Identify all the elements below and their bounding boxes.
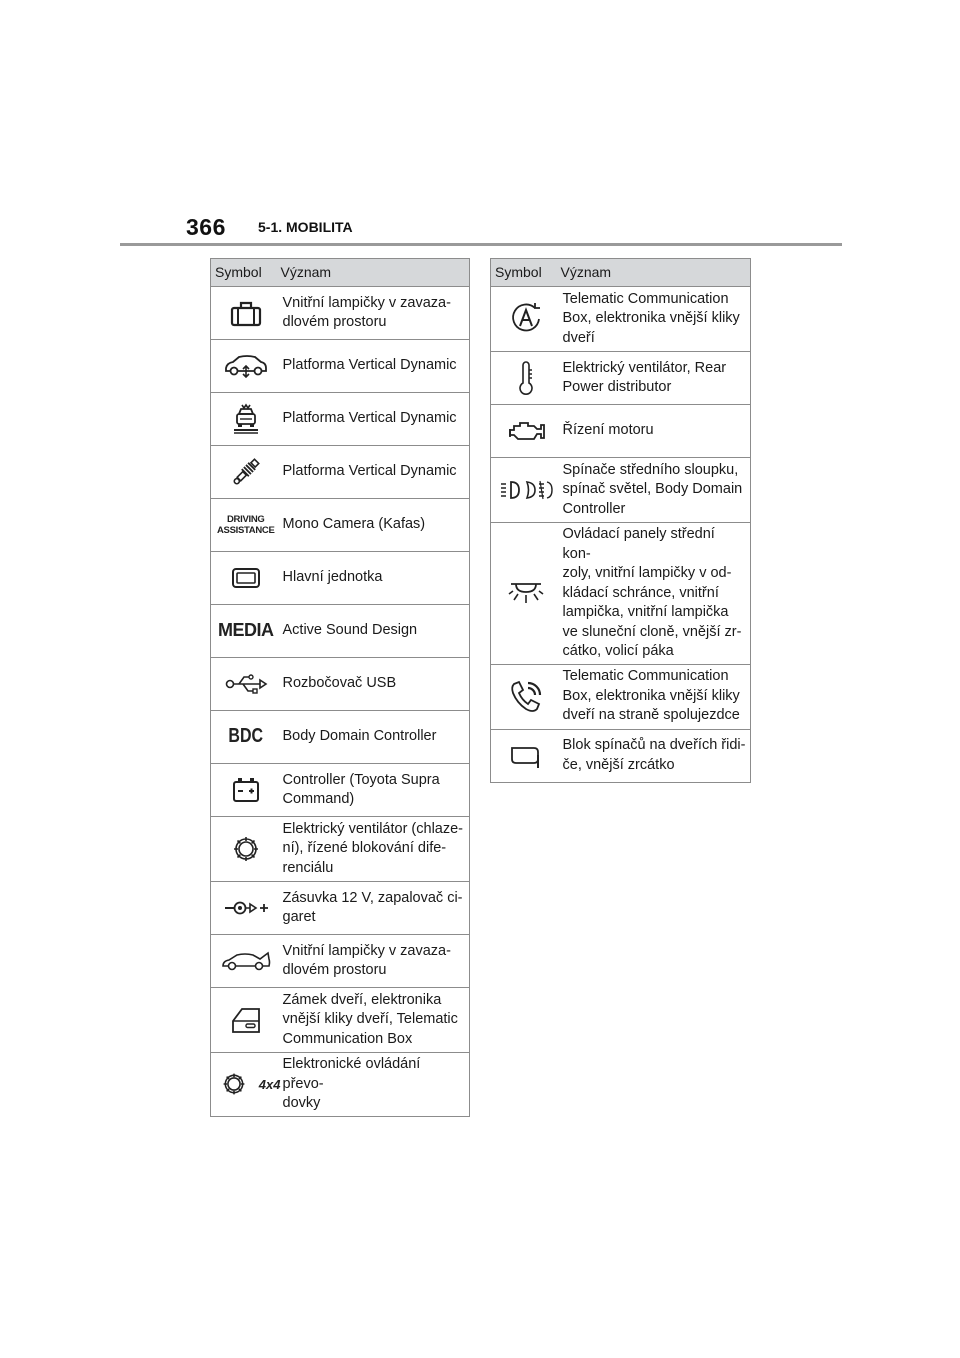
table-row — [211, 935, 470, 988]
table-row — [211, 393, 470, 446]
row-text: Spínače středního sloupku, spínač světel, Body Domain Controller — [561, 458, 751, 523]
col-header-symbol: Symbol — [211, 259, 281, 287]
media-icon: MEDIA — [218, 620, 274, 641]
table-row — [211, 340, 470, 393]
battery-icon — [231, 776, 261, 804]
table-row — [211, 499, 470, 552]
table-row — [211, 711, 470, 764]
row-text: Body Domain Controller — [281, 711, 470, 764]
shock-absorber-icon — [230, 456, 262, 488]
row-text: Zásuvka 12 V, zapalovač ci- garet — [281, 882, 470, 935]
row-text: Vnitřní lampičky v zavaza- dlovém prostoru — [281, 287, 470, 340]
header-rule — [120, 243, 842, 246]
table-header-row — [491, 259, 751, 287]
luggage-compartment-icon — [229, 299, 263, 327]
car-on-lift-icon — [231, 402, 261, 436]
table-row — [211, 658, 470, 711]
row-text: Rozbočovač USB — [281, 658, 470, 711]
assist-call-icon — [508, 301, 544, 337]
usb-icon — [224, 674, 268, 694]
row-text: Mono Camera (Kafas) — [281, 499, 470, 552]
car-trunk-open-icon — [220, 949, 272, 973]
row-text: Telematic Communication Box, elektronika vnější kliky dveří na straně spolujezdce — [561, 664, 751, 729]
table-row — [211, 1053, 470, 1117]
row-text: Ovládací panely střední kon- zoly, vnitřní lampičky v od- kládací schránce, vnitřní lampička, vnitřní lampička ve sluneční cloně, vnější zr- cátko, volicí páka — [561, 523, 751, 665]
row-text: Blok spínačů na dveřích řidi- če, vnější zrcátko — [561, 729, 751, 782]
four-by-four-label: 4x4 — [258, 1076, 281, 1092]
table-row — [211, 552, 470, 605]
interior-light-icon — [508, 580, 544, 606]
gear-icon — [231, 834, 261, 864]
engine-icon — [506, 418, 546, 444]
table-row — [491, 664, 751, 729]
socket-plug-icon — [222, 898, 270, 918]
table-row — [211, 988, 470, 1053]
table-row — [211, 882, 470, 935]
row-text: Zámek dveří, elektronika vnější kliky dveří, Telematic Communication Box — [281, 988, 470, 1053]
table-row — [491, 458, 751, 523]
table-row — [211, 287, 470, 340]
headlight-fog-icon — [499, 479, 553, 501]
table-header-row — [211, 259, 470, 287]
table-row — [211, 605, 470, 658]
display-screen-icon — [231, 567, 261, 589]
page-number: 366 — [186, 214, 226, 240]
bdc-icon: BDC — [228, 725, 264, 748]
row-text: Vnitřní lampičky v zavaza- dlovém prostoru — [281, 935, 470, 988]
row-text: Řízení motoru — [561, 405, 751, 458]
mirror-switch-icon — [509, 743, 543, 769]
row-text: Platforma Vertical Dynamic — [281, 393, 470, 446]
table-row — [211, 817, 470, 882]
driving-assistance-icon: DRIVING ASSISTANCE — [216, 514, 275, 536]
col-header-meaning: Význam — [281, 259, 470, 287]
row-text: Telematic Communication Box, elektronika vnější kliky dveří — [561, 287, 751, 352]
col-header-symbol: Symbol — [491, 259, 561, 287]
symbol-table-left — [210, 258, 470, 1117]
table-row — [491, 729, 751, 782]
thermometer-icon — [516, 361, 536, 395]
row-text: Platforma Vertical Dynamic — [281, 340, 470, 393]
row-text: Elektrický ventilátor, Rear Power distributor — [561, 352, 751, 405]
phone-icon — [508, 679, 544, 715]
row-text: Elektronické ovládání převo- dovky — [281, 1053, 470, 1117]
table-row — [491, 405, 751, 458]
gear-4x4-icon — [221, 1071, 247, 1097]
row-text: Active Sound Design — [281, 605, 470, 658]
row-text: Platforma Vertical Dynamic — [281, 446, 470, 499]
row-text: Elektrický ventilátor (chlaze- ní), řízené blokování dife- renciálu — [281, 817, 470, 882]
table-row — [491, 352, 751, 405]
row-text: Controller (Toyota Supra Command) — [281, 764, 470, 817]
table-row — [211, 446, 470, 499]
table-row — [211, 764, 470, 817]
row-text: Hlavní jednotka — [281, 552, 470, 605]
table-row — [491, 287, 751, 352]
vehicle-height-icon — [223, 354, 269, 378]
door-handle-icon — [230, 1005, 262, 1035]
table-row — [491, 523, 751, 665]
symbol-table-right — [490, 258, 751, 783]
col-header-meaning: Význam — [561, 259, 751, 287]
section-title: 5-1. MOBILITA — [258, 219, 353, 235]
